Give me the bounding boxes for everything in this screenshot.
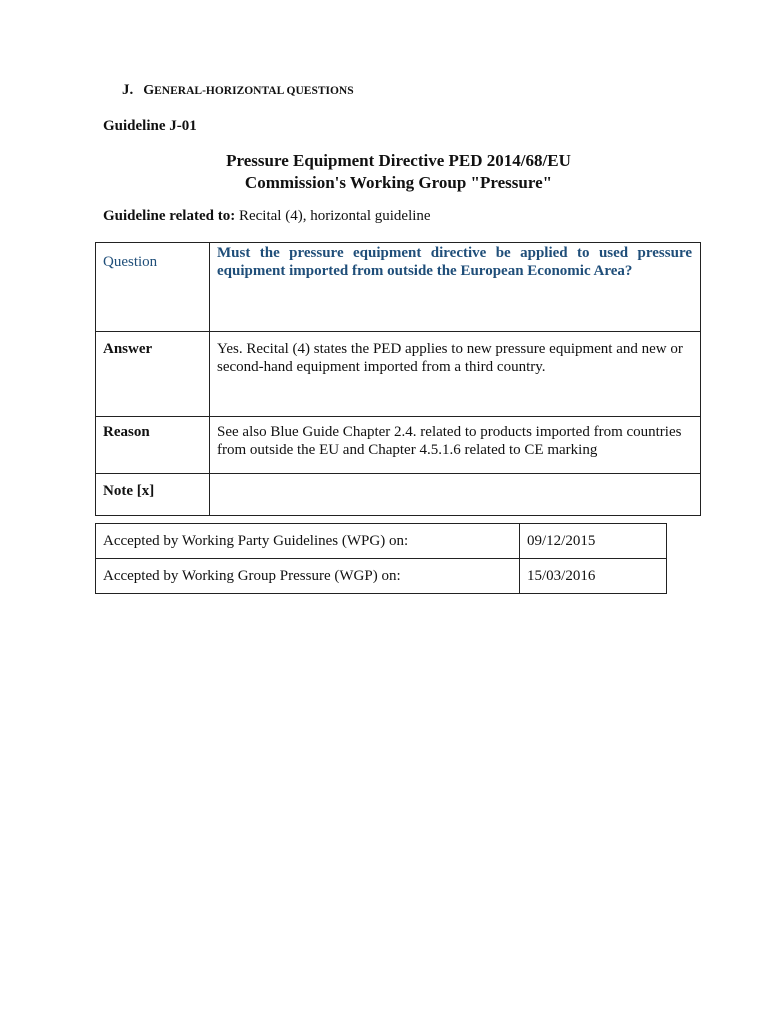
related-value: Recital (4), horizontal guideline xyxy=(238,208,431,224)
section-heading xyxy=(122,82,354,99)
answer-text: Yes. Recital (4) states the PED applies to new pressure equipment and new or second-hand equipment imported from a third country. xyxy=(210,332,701,417)
section-letter: J. xyxy=(122,82,134,98)
acceptance-row-wpg xyxy=(96,524,667,559)
reason-text: See also Blue Guide Chapter 2.4. related to products imported from countries from outside the EU and Chapter 4.5.1.6 related to CE marking xyxy=(210,417,701,474)
acceptance-date-wgp: 15/03/2016 xyxy=(520,559,667,594)
note-text xyxy=(210,474,701,516)
acceptance-label-wpg: Accepted by Working Party Guidelines (WPG) on: xyxy=(96,524,520,559)
title-line-2: Commission's Working Group "Pressure" xyxy=(244,173,553,192)
note-label: Note [x] xyxy=(96,474,210,516)
question-text: Must the pressure equipment directive be applied to used pressure equipment imported from outside the European Economic Area? xyxy=(210,243,701,332)
guideline-related xyxy=(103,208,431,225)
reason-row xyxy=(96,417,701,474)
answer-label: Answer xyxy=(96,332,210,417)
qa-table xyxy=(95,242,701,516)
acceptance-row-wgp xyxy=(96,559,667,594)
question-row xyxy=(96,243,701,332)
reason-label: Reason xyxy=(96,417,210,474)
answer-row xyxy=(96,332,701,417)
document-title xyxy=(96,150,701,194)
title-line-1: Pressure Equipment Directive PED 2014/68/EU xyxy=(226,151,571,170)
guideline-id: Guideline J-01 xyxy=(103,118,197,134)
acceptance-label-wgp: Accepted by Working Group Pressure (WGP) on: xyxy=(96,559,520,594)
section-heading-initial: G xyxy=(143,83,155,98)
acceptance-table xyxy=(95,523,667,594)
question-label: Question xyxy=(96,243,210,332)
related-label: Guideline related to: xyxy=(103,208,236,224)
note-row xyxy=(96,474,701,516)
acceptance-date-wpg: 09/12/2015 xyxy=(520,524,667,559)
section-heading-rest: ENERAL-HORIZONTAL QUESTIONS xyxy=(154,85,354,97)
